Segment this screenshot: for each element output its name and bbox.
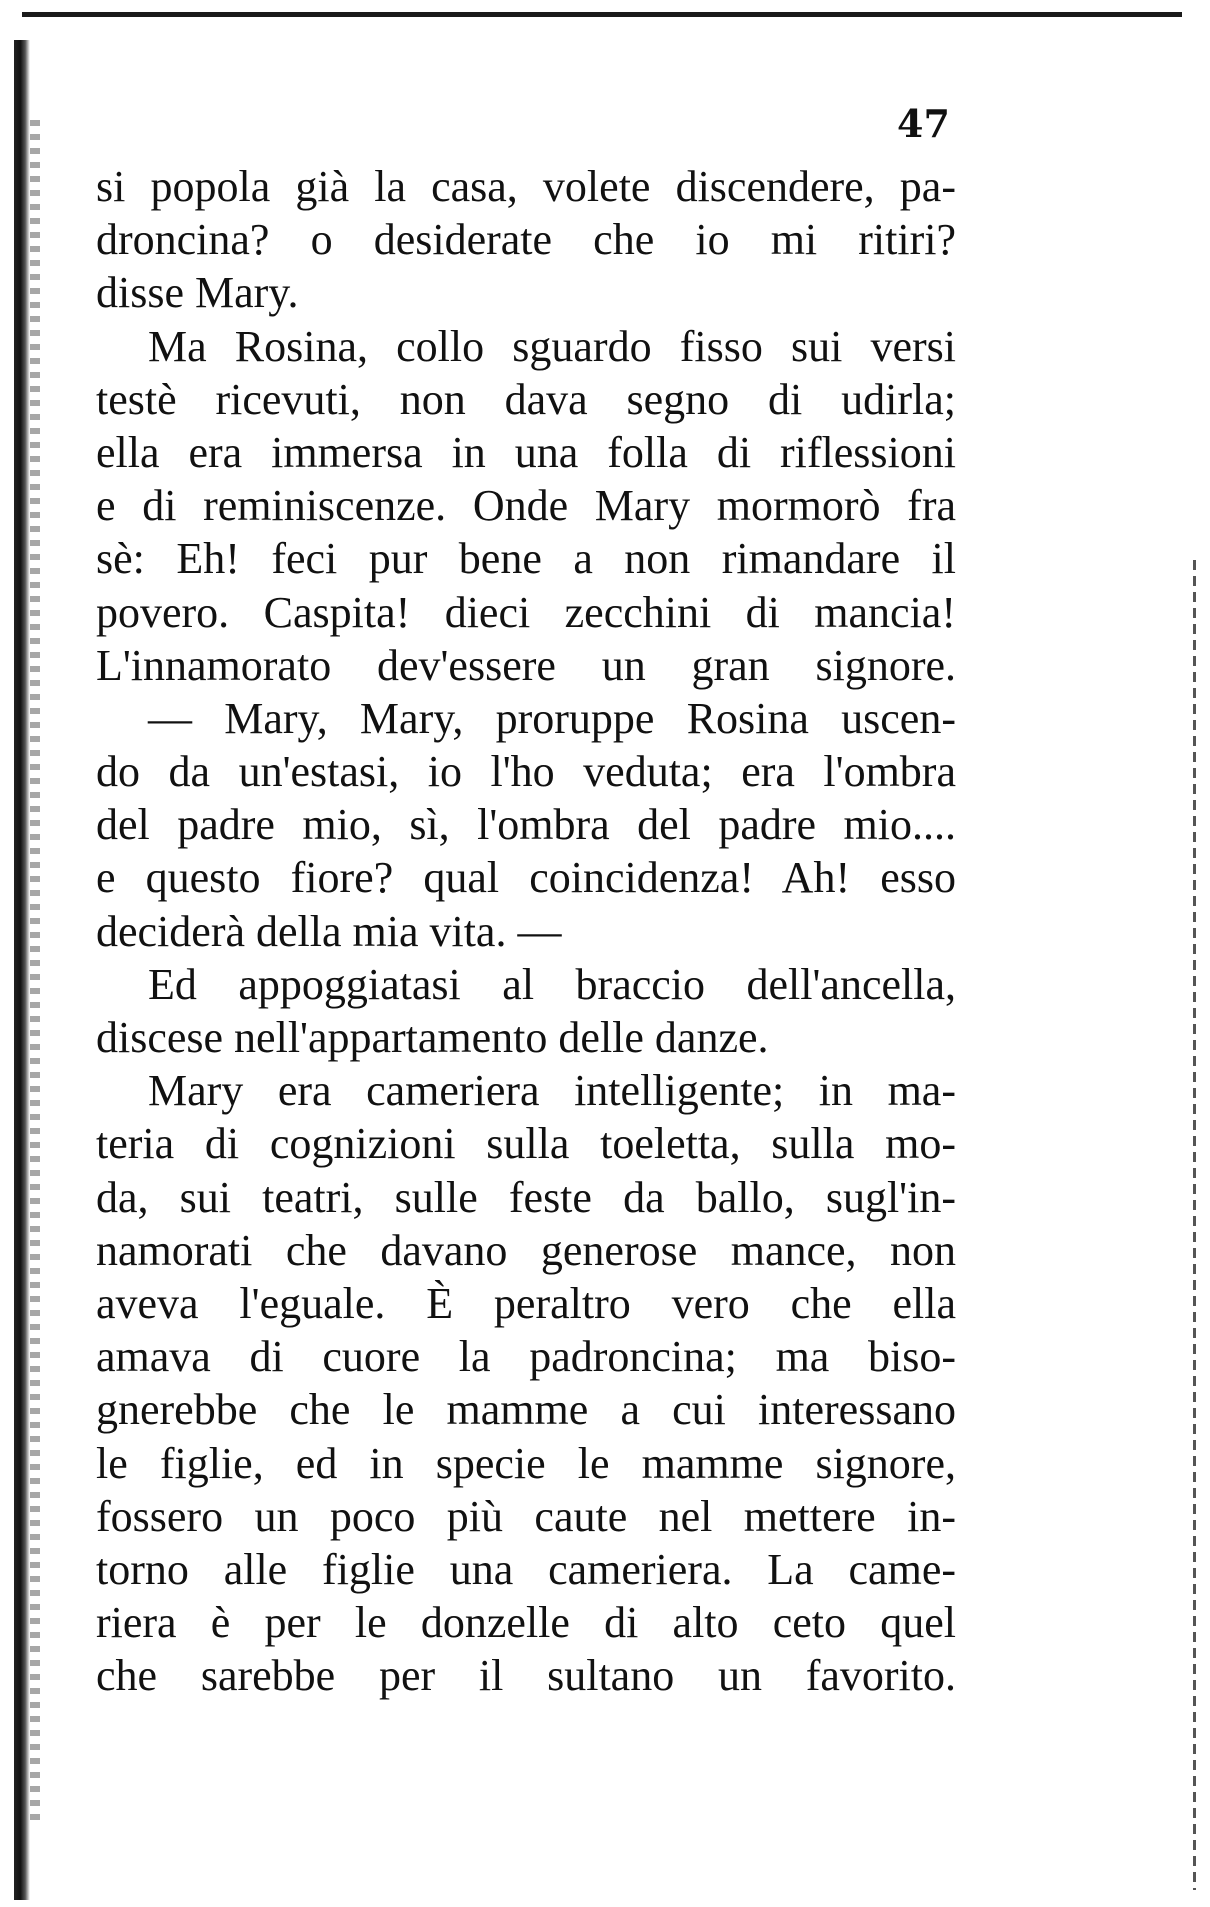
text-line: fossero un poco più caute nel mettere in-	[96, 1491, 956, 1541]
text-line: namorati che davano generose mance, non	[96, 1225, 956, 1275]
page-number: 47	[897, 101, 950, 146]
body-text	[96, 160, 956, 1702]
text-line: teria di cognizioni sulla toeletta, sulla mo-	[96, 1119, 956, 1169]
text-line: deciderà della mia vita. —	[96, 906, 562, 956]
top-rule	[22, 12, 1182, 17]
text-line: da, sui teatri, sulle feste da ballo, sugl'in-	[96, 1172, 956, 1222]
text-line: do da un'estasi, io l'ho veduta; era l'ombra	[96, 747, 956, 797]
text-line: Ma Rosina, collo sguardo fisso sui versi	[148, 321, 956, 371]
text-line: testè ricevuti, non dava segno di udirla;	[96, 374, 956, 424]
text-line: amava di cuore la padroncina; ma biso-	[96, 1332, 956, 1382]
text-line: — Mary, Mary, proruppe Rosina uscen-	[148, 693, 956, 743]
text-line: si popola già la casa, volete discendere, pa-	[96, 162, 956, 211]
text-line: del padre mio, sì, l'ombra del padre mio....	[96, 800, 956, 850]
text-line: e questo fiore? qual coincidenza! Ah! esso	[96, 853, 956, 903]
text-line: povero. Caspita! dieci zecchini di mancia!	[96, 587, 956, 637]
text-line: Ed appoggiatasi al braccio dell'ancella,	[148, 959, 956, 1009]
text-line: discese nell'appartamento delle danze.	[96, 1013, 769, 1062]
text-line: Mary era cameriera intelligente; in ma-	[148, 1066, 956, 1116]
text-line: ella era immersa in una folla di riflessioni	[96, 427, 956, 477]
text-line: e di reminiscenze. Onde Mary mormorò fra	[96, 481, 956, 531]
page-left-edge-texture	[30, 120, 40, 1820]
text-line: L'innamorato dev'essere un gran signore.	[96, 640, 956, 690]
text-line: sè: Eh! feci pur bene a non rimandare il	[96, 534, 956, 584]
text-line: disse Mary.	[96, 268, 299, 318]
text-line: riera è per le donzelle di alto ceto quel	[96, 1598, 956, 1648]
page-right-edge-mark	[1193, 560, 1196, 1890]
text-line: gnerebbe che le mamme a cui interessano	[96, 1385, 956, 1435]
text-line: droncina? o desiderate che io mi ritiri?	[96, 215, 956, 265]
text-line: aveva l'eguale. È peraltro vero che ella	[96, 1278, 956, 1328]
text-line: le figlie, ed in specie le mamme signore,	[96, 1438, 956, 1488]
page-left-edge-shadow	[14, 40, 30, 1900]
text-line: che sarebbe per il sultano un favorito.	[96, 1651, 956, 1701]
text-line: torno alle figlie una cameriera. La came-	[96, 1544, 956, 1594]
